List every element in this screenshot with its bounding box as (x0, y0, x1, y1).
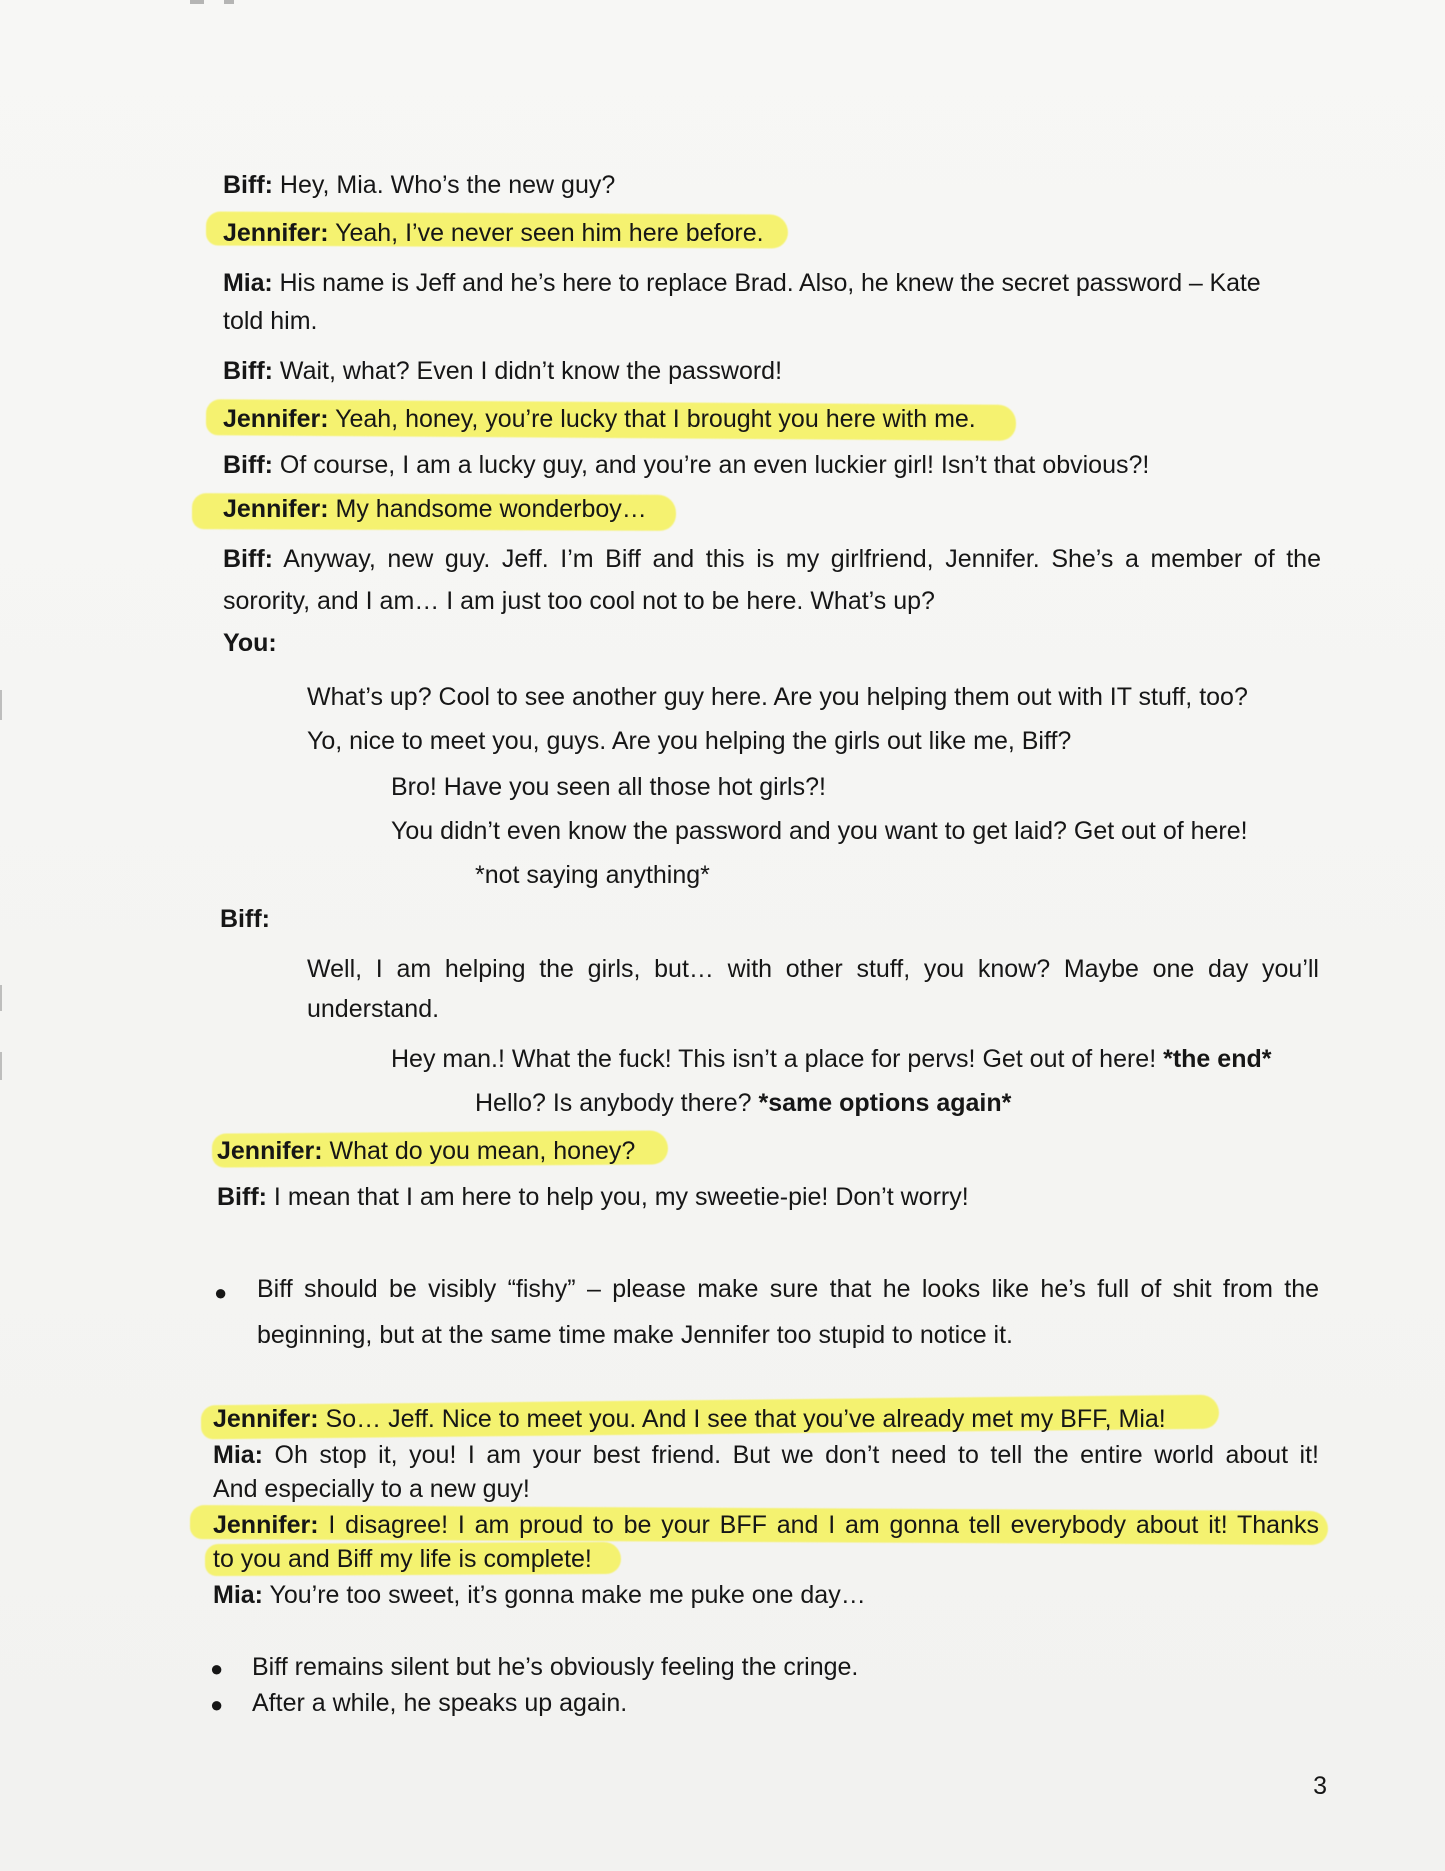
note-line: Biff should be visibly “fishy” – please make sure that he looks like he’s full of shit from the (257, 1275, 1319, 1303)
branch-outcome: *the end* (1163, 1045, 1272, 1073)
line-text: Oh stop it, you! I am your best friend. But we don’t need to tell the entire world about it! (263, 1441, 1319, 1469)
speaker-name: Jennifer: (217, 1137, 323, 1165)
biff-reply-line: Well, I am helping the girls, but… with other stuff, you know? Maybe one day you’ll (307, 955, 1319, 983)
line-text: His name is Jeff and he’s here to replace Brad. Also, he knew the secret password – Kate (272, 269, 1261, 297)
dialogue-line (223, 494, 647, 524)
line-text: And especially to a new guy! (213, 1475, 530, 1503)
branch-option (391, 1044, 1271, 1074)
line-text: Yeah, honey, you’re lucky that I brought you here with me. (328, 405, 976, 433)
line-text: Wait, what? Even I didn’t know the password! (272, 357, 783, 385)
line-text: Yeah, I’ve never seen him here before. (328, 219, 764, 247)
branch-text: Hey man.! What the fuck! This isn’t a place for pervs! Get out of here! (391, 1045, 1164, 1073)
line-text: I disagree! I am proud to be your BFF and I am gonna tell everybody about it! Thanks (318, 1511, 1319, 1539)
branch-text: Hello? Is anybody there? (475, 1089, 759, 1117)
dialogue-line (223, 356, 782, 386)
scan-artifact (0, 1052, 2, 1080)
you-option: Bro! Have you seen all those hot girls?! (391, 773, 826, 801)
speaker-name: Jennifer: (223, 219, 329, 247)
speaker-name: Mia: (223, 269, 273, 297)
line-text: Hey, Mia. Who’s the new guy? (272, 171, 616, 199)
speaker-name: Jennifer: (213, 1405, 319, 1433)
line-text: What do you mean, honey? (322, 1137, 636, 1165)
bullet-icon: ● (214, 1280, 228, 1305)
speaker-name: You: (223, 629, 277, 657)
speaker-name: Biff: (223, 171, 273, 199)
dialogue-line (213, 1580, 866, 1610)
you-option: Yo, nice to meet you, guys. Are you helping the girls out like me, Biff? (307, 727, 1072, 755)
speaker-name: Mia: (213, 1441, 263, 1469)
dialogue-line (213, 1404, 1166, 1434)
line-text: So… Jeff. Nice to meet you. And I see that you’ve already met my BFF, Mia! (318, 1405, 1166, 1433)
dialogue-line (217, 1136, 635, 1166)
note-line: After a while, he speaks up again. (252, 1689, 628, 1717)
line-text: I mean that I am here to help you, my sweetie-pie! Don’t worry! (266, 1183, 969, 1211)
bullet-icon: ● (210, 1692, 224, 1717)
line-text: sorority, and I am… I am just too cool not to be here. What’s up? (223, 587, 935, 615)
bullet-icon: ● (210, 1656, 224, 1681)
line-text: to you and Biff my life is complete! (213, 1545, 592, 1573)
dialogue-line (223, 544, 1321, 574)
speaker-name: Jennifer: (223, 405, 329, 433)
line-text: You’re too sweet, it’s gonna make me puke one day… (263, 1581, 866, 1609)
dialogue-line (213, 1510, 1319, 1540)
speaker-name: Biff: (223, 545, 273, 573)
speaker-name: Biff: (223, 357, 273, 385)
dialogue-line (213, 1544, 592, 1574)
you-option: *not saying anything* (475, 861, 710, 889)
you-option: You didn’t even know the password and you want to get laid? Get out of here! (391, 817, 1248, 845)
dialogue-line (213, 1474, 530, 1504)
dialogue-line (217, 1182, 969, 1212)
dialogue-line (223, 268, 1261, 298)
branch-outcome: *same options again* (758, 1089, 1012, 1117)
dialogue-line (223, 404, 976, 434)
line-text: told him. (223, 307, 318, 335)
scan-artifact (0, 985, 2, 1011)
dialogue-line (223, 450, 1149, 480)
line-text: Of course, I am a lucky guy, and you’re an even luckier girl! Isn’t that obvious?! (272, 451, 1150, 479)
dialogue-line (223, 586, 935, 616)
dialogue-line (223, 306, 317, 336)
you-option: What’s up? Cool to see another guy here. Are you helping them out with IT stuff, too? (307, 683, 1248, 711)
scan-artifact (0, 690, 2, 720)
speaker-name: Biff: (220, 905, 270, 933)
speaker-name: Biff: (217, 1183, 267, 1211)
page-number: 3 (1313, 1772, 1327, 1800)
speaker-name: Jennifer: (223, 495, 329, 523)
line-text: Anyway, new guy. Jeff. I’m Biff and this is my girlfriend, Jennifer. She’s a member of the (272, 545, 1321, 573)
note-line: Biff remains silent but he’s obviously feeling the cringe. (252, 1653, 859, 1681)
branch-option (475, 1088, 1011, 1118)
biff-reply-line: understand. (307, 995, 440, 1023)
speaker-name: Biff: (223, 451, 273, 479)
line-text: My handsome wonderboy… (328, 495, 647, 523)
note-line: beginning, but at the same time make Jennifer too stupid to notice it. (257, 1321, 1013, 1349)
speaker-name: Mia: (213, 1581, 263, 1609)
scan-artifact (224, 0, 234, 4)
dialogue-line (223, 170, 615, 200)
dialogue-line (220, 904, 270, 934)
dialogue-line (213, 1440, 1319, 1470)
dialogue-line (223, 218, 764, 248)
dialogue-line (223, 628, 277, 658)
speaker-name: Jennifer: (213, 1511, 319, 1539)
scan-artifact (190, 0, 204, 4)
